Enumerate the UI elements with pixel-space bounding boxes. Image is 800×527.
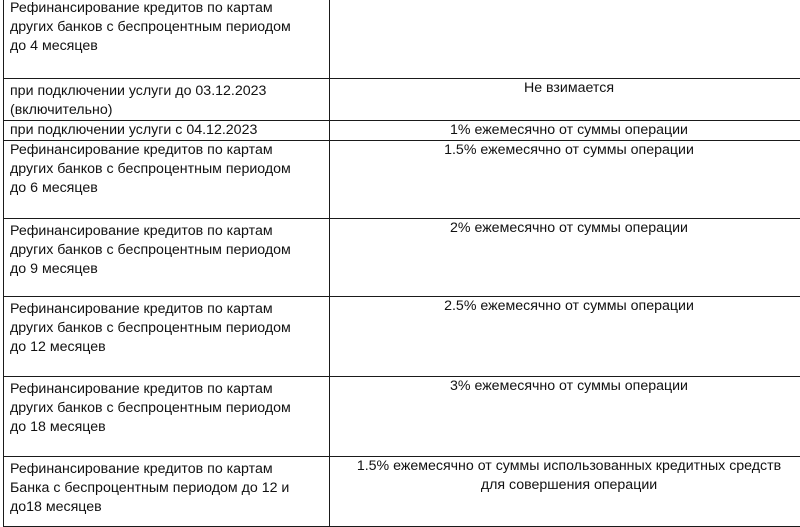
service-text: до 9 месяцев <box>10 260 329 279</box>
condition-text: при подключении услуги с 04.12.2023 <box>10 121 329 140</box>
fee-text: 1.5% ежемесячно от суммы операции <box>336 141 800 160</box>
table-row <box>4 0 800 79</box>
service-cell <box>4 457 330 527</box>
fee-text: 3% ежемесячно от суммы операции <box>336 377 800 396</box>
condition-cell <box>4 79 330 121</box>
service-cell <box>4 377 330 457</box>
fee-cell <box>330 79 800 121</box>
service-text: Рефинансирование кредитов по картам <box>10 300 329 319</box>
table-row <box>4 121 800 141</box>
service-text: до 12 месяцев <box>10 338 329 357</box>
service-text: других банков с беспроцентным периодом <box>10 319 329 338</box>
condition-text: (включительно) <box>10 101 329 120</box>
tariff-table <box>3 0 800 527</box>
fee-text: для совершения операции <box>336 476 800 495</box>
service-cell <box>4 0 330 79</box>
fee-cell <box>330 297 800 377</box>
fee-cell <box>330 457 800 527</box>
table-row <box>4 297 800 377</box>
table-row <box>4 141 800 219</box>
condition-text: при подключении услуги до 03.12.2023 <box>10 82 329 101</box>
service-cell <box>4 219 330 297</box>
service-cell <box>4 141 330 219</box>
fee-text: 1.5% ежемесячно от суммы использованных кредитных средств <box>336 457 800 476</box>
service-text: до 4 месяцев <box>10 37 329 56</box>
service-text: Банка с беспроцентным периодом до 12 и <box>10 479 329 498</box>
fee-text: 2% ежемесячно от суммы операции <box>336 219 800 238</box>
fee-text: 2.5% ежемесячно от суммы операции <box>336 297 800 316</box>
service-text: до 6 месяцев <box>10 179 329 198</box>
fee-cell <box>330 121 800 141</box>
table-row <box>4 457 800 527</box>
table-row <box>4 377 800 457</box>
service-text: других банков с беспроцентным периодом <box>10 241 329 260</box>
condition-cell <box>4 121 330 141</box>
fee-cell <box>330 219 800 297</box>
service-text: других банков с беспроцентным периодом <box>10 399 329 418</box>
fee-cell <box>330 377 800 457</box>
service-text: других банков с беспроцентным периодом <box>10 18 329 37</box>
fee-text: Не взимается <box>336 79 800 98</box>
service-cell <box>4 297 330 377</box>
service-text: до18 месяцев <box>10 498 329 517</box>
service-text: Рефинансирование кредитов по картам <box>10 380 329 399</box>
fee-text: 1% ежемесячно от суммы операции <box>336 121 800 140</box>
fee-cell <box>330 141 800 219</box>
service-text: Рефинансирование кредитов по картам <box>10 0 329 18</box>
service-text: Рефинансирование кредитов по картам <box>10 460 329 479</box>
fee-cell <box>330 0 800 79</box>
service-text: Рефинансирование кредитов по картам <box>10 141 329 160</box>
table-row <box>4 79 800 121</box>
table-row <box>4 219 800 297</box>
service-text: Рефинансирование кредитов по картам <box>10 222 329 241</box>
service-text: других банков с беспроцентным периодом <box>10 160 329 179</box>
service-text: до 18 месяцев <box>10 418 329 437</box>
